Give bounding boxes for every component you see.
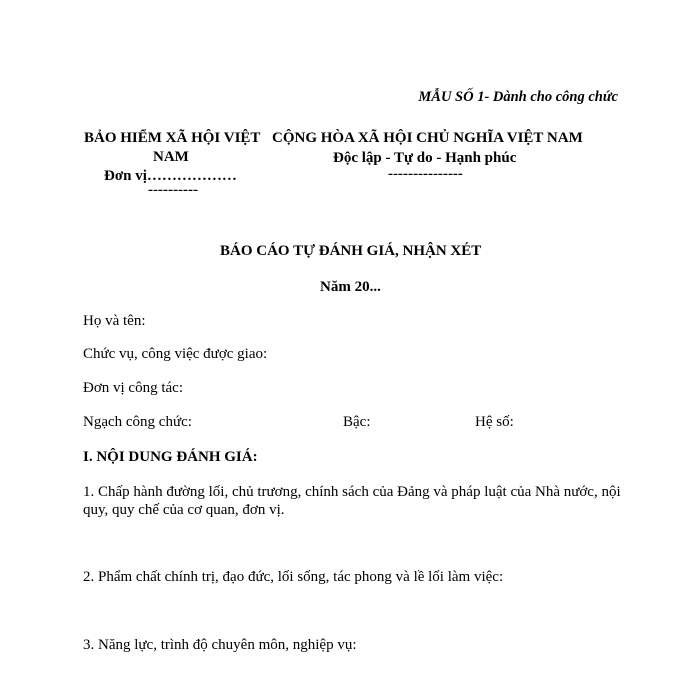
section1-heading: I. NỘI DUNG ĐÁNH GIÁ: bbox=[83, 449, 258, 465]
field-coefficient: Hệ số: bbox=[475, 414, 514, 430]
republic-name: CỘNG HÒA XÃ HỘI CHỦ NGHĨA VIỆT NAM bbox=[272, 130, 583, 146]
section1-item2: 2. Phẩm chất chính trị, đạo đức, lối sống, tác phong và lề lối làm việc: bbox=[83, 569, 504, 585]
form-label: MẪU SỐ 1- Dành cho công chức bbox=[418, 89, 618, 105]
agency-divider: ---------- bbox=[148, 182, 198, 198]
field-position: Chức vụ, công việc được giao: bbox=[83, 346, 268, 362]
republic-motto: Độc lập - Tự do - Hạnh phúc bbox=[333, 150, 517, 166]
section1-item3: 3. Năng lực, trình độ chuyên môn, nghiệp vụ: bbox=[83, 637, 357, 653]
field-grade: Bậc: bbox=[343, 414, 371, 430]
field-work-unit: Đơn vị công tác: bbox=[83, 380, 183, 396]
field-full-name: Họ và tên: bbox=[83, 313, 146, 329]
field-rank: Ngạch công chức: bbox=[83, 414, 192, 430]
section1-item1-line2: quy, quy chế của cơ quan, đơn vị. bbox=[83, 502, 285, 518]
agency-name-line2: NAM bbox=[153, 149, 189, 165]
report-year: Năm 20... bbox=[320, 279, 381, 295]
republic-divider: --------------- bbox=[388, 166, 463, 182]
agency-name-line1: BẢO HIỂM XÃ HỘI VIỆT bbox=[84, 130, 261, 146]
section1-item1-line1: 1. Chấp hành đường lối, chủ trương, chính sách của Đảng và pháp luật của Nhà nước, nội bbox=[83, 484, 621, 500]
report-title: BÁO CÁO TỰ ĐÁNH GIÁ, NHẬN XÉT bbox=[220, 243, 482, 259]
agency-unit: Đơn vị……………… bbox=[104, 168, 237, 184]
